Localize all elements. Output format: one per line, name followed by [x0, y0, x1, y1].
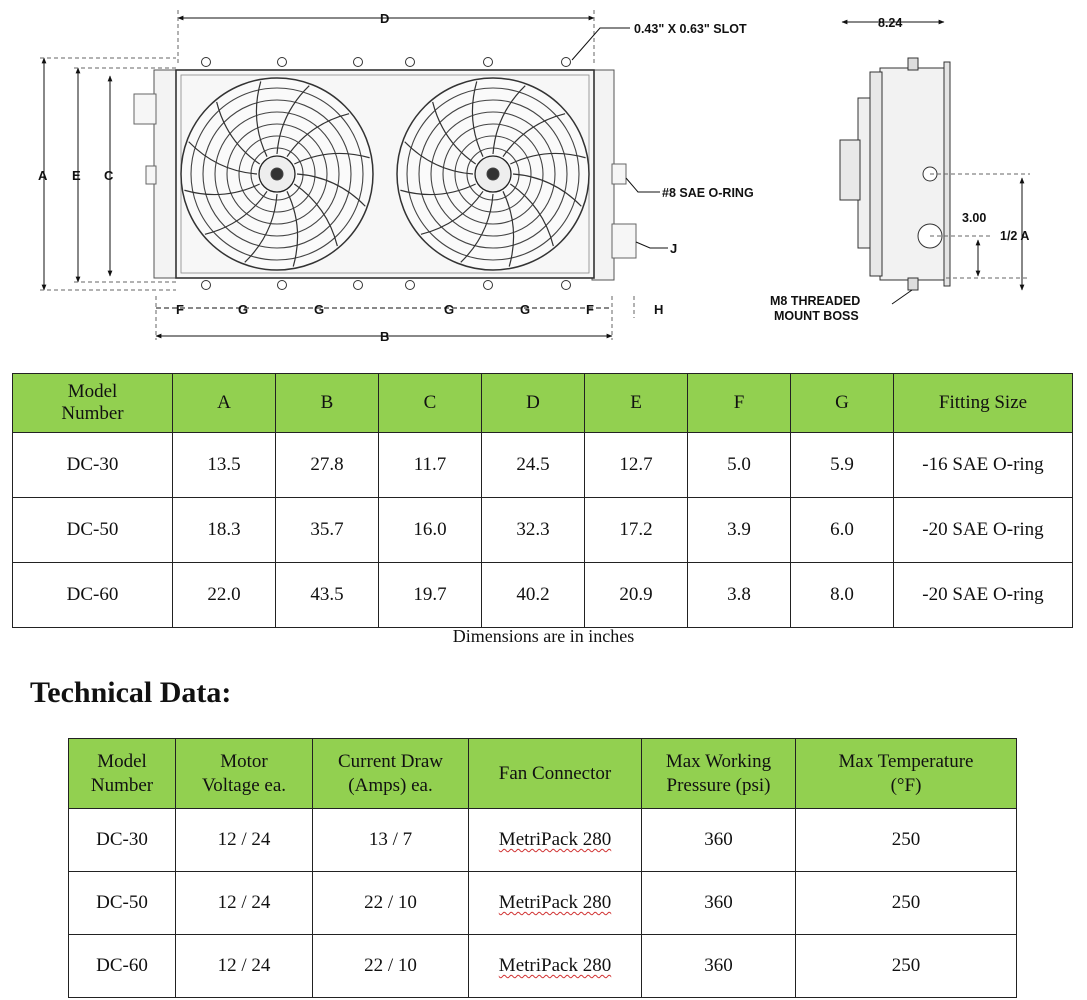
cell: DC-30 [13, 433, 173, 498]
header-a: A [173, 374, 276, 433]
cell: DC-50 [13, 498, 173, 563]
cell: 22.0 [173, 563, 276, 628]
cell: 360 [642, 935, 796, 998]
cell: DC-50 [69, 872, 176, 935]
cell: 27.8 [276, 433, 379, 498]
label-oring: #8 SAE O-RING [662, 186, 754, 200]
cell: 16.0 [379, 498, 482, 563]
cell: 12 / 24 [176, 809, 313, 872]
header-current-draw: Current Draw (Amps) ea. [313, 739, 469, 809]
table-row [69, 935, 1017, 998]
cell: 12.7 [585, 433, 688, 498]
cell: 35.7 [276, 498, 379, 563]
table-row [13, 498, 1073, 563]
technical-header-row [69, 739, 1017, 809]
label-j: J [670, 241, 678, 256]
cell: 22 / 10 [313, 872, 469, 935]
dimensions-caption: Dimensions are in inches [452, 626, 635, 646]
label-g-2: G [314, 302, 325, 317]
header-d: D [482, 374, 585, 433]
cell: 8.0 [791, 563, 894, 628]
slot-hole [202, 281, 211, 290]
slot-hole [354, 58, 363, 67]
cell: 32.3 [482, 498, 585, 563]
header-c: C [379, 374, 482, 433]
cell: 17.2 [585, 498, 688, 563]
cell: 24.5 [482, 433, 585, 498]
label-e: E [72, 168, 81, 183]
table-row [13, 433, 1073, 498]
slot-hole [484, 281, 493, 290]
front-view [134, 58, 636, 290]
header-fitting-size: Fitting Size [894, 374, 1073, 433]
table-row [13, 563, 1073, 628]
label-depth: 8.24 [878, 16, 903, 30]
label-c: C [104, 168, 114, 183]
cell: DC-60 [13, 563, 173, 628]
label-h: H [654, 302, 664, 317]
header-model-number: Model Number [13, 374, 173, 433]
side-view [840, 22, 1030, 304]
cell: 20.9 [585, 563, 688, 628]
label-f-left: F [176, 302, 184, 317]
cell: -20 SAE O-ring [894, 563, 1073, 628]
technical-data-table [68, 738, 1017, 998]
cell: MetriPack 280 [469, 809, 642, 872]
cell: 40.2 [482, 563, 585, 628]
header-f: F [688, 374, 791, 433]
slot-hole [406, 58, 415, 67]
label-half-a: 1/2 A [1000, 229, 1030, 243]
label-g-3: G [444, 302, 455, 317]
cell: MetriPack 280 [469, 872, 642, 935]
label-b: B [380, 329, 390, 344]
cell: 13 / 7 [313, 809, 469, 872]
cell: 43.5 [276, 563, 379, 628]
cell: 250 [796, 872, 1017, 935]
header-e: E [585, 374, 688, 433]
header-max-temperature: Max Temperature (°F) [796, 739, 1017, 809]
slot-hole [562, 58, 571, 67]
header-fan-connector: Fan Connector [469, 739, 642, 809]
label-f-right: F [586, 302, 594, 317]
cell: DC-30 [69, 809, 176, 872]
header-max-pressure: Max Working Pressure (psi) [642, 739, 796, 809]
header-b: B [276, 374, 379, 433]
table-row [69, 809, 1017, 872]
label-a: A [38, 168, 48, 183]
fan-icon [181, 78, 373, 270]
slot-hole [278, 281, 287, 290]
cell: 360 [642, 872, 796, 935]
slot-hole [278, 58, 287, 67]
slot-hole [406, 281, 415, 290]
header-motor-voltage: Motor Voltage ea. [176, 739, 313, 809]
technical-data-title: Technical Data: [30, 676, 232, 709]
cell: 5.0 [688, 433, 791, 498]
cell: 18.3 [173, 498, 276, 563]
label-g-4: G [520, 302, 531, 317]
label-g-1: G [238, 302, 249, 317]
header-g: G [791, 374, 894, 433]
label-m8-line2: MOUNT BOSS [774, 309, 859, 323]
slot-hole [484, 58, 493, 67]
dimensions-header-row [13, 374, 1073, 433]
label-m8-line1: M8 THREADED [770, 294, 861, 308]
cell: DC-60 [69, 935, 176, 998]
header-model-number: Model Number [69, 739, 176, 809]
label-slot: 0.43" X 0.63" SLOT [634, 22, 747, 36]
slot-hole [354, 281, 363, 290]
cell: 12 / 24 [176, 935, 313, 998]
cell: 360 [642, 809, 796, 872]
cell: 3.9 [688, 498, 791, 563]
cell: 6.0 [791, 498, 894, 563]
label-d: D [380, 11, 390, 26]
cell: 250 [796, 935, 1017, 998]
cell: MetriPack 280 [469, 935, 642, 998]
slot-hole [202, 58, 211, 67]
cell: 22 / 10 [313, 935, 469, 998]
cell: 3.8 [688, 563, 791, 628]
cell: 11.7 [379, 433, 482, 498]
table-row [69, 872, 1017, 935]
cell: 13.5 [173, 433, 276, 498]
fan-icon [397, 78, 589, 270]
cell: -20 SAE O-ring [894, 498, 1073, 563]
cell: -16 SAE O-ring [894, 433, 1073, 498]
label-three: 3.00 [962, 211, 987, 225]
cooler-dimension-drawing [0, 0, 1087, 360]
cell: 5.9 [791, 433, 894, 498]
slot-hole [562, 281, 571, 290]
cell: 19.7 [379, 563, 482, 628]
dimensions-table [12, 373, 1073, 628]
cell: 250 [796, 809, 1017, 872]
cell: 12 / 24 [176, 872, 313, 935]
